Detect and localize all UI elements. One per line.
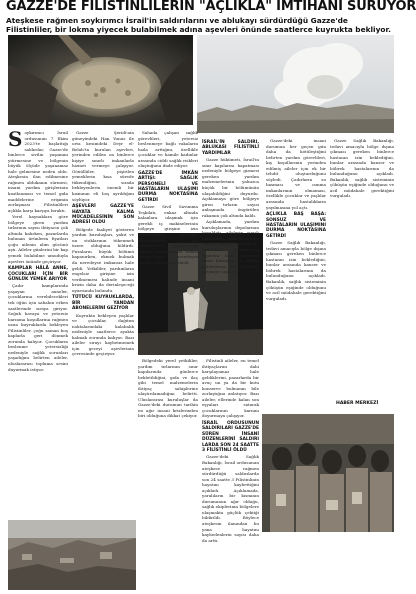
article-paragraph: Gazze'deki insani durumun her geçen gün daha da kötüleştiğini belirten yardım görevlileri, kış koşullarının yerinden edilmiş aileler için ek bir tehdit oluşturduğunu söyledi. Çadırların su basması ve ısınma imkanlarının olmaması, özellikle çocuklar ve yaşlılar arasında hastalıkların yayılmasına yol açtı. bbox=[266, 138, 326, 210]
article-subheading: AŞEVLERİ GAZZE'YE HAYATA KALMA MÜCADELESİNİN SON ADRESİ OLDU bbox=[72, 204, 134, 226]
article-column-7 bbox=[266, 138, 326, 410]
byline: HABER MERKEZİ bbox=[336, 401, 379, 406]
article-paragraph: Kuyrukta bekleyen yaşlılar ve çocuklar, dağıtım noktalarındaki kalabalık nedeniyle saatlerce ayakta kalmak zorunda kalıyor. Bazı aileler sırayı kaybetmemek için geceyi aşevlerinin çevresinde geçiriyor. bbox=[72, 312, 134, 357]
drop-cap: S bbox=[8, 127, 23, 151]
article-paragraph: Filistinli aileler, en temel ihtiyaçlarını dahi karşılayamaz hale geldiklerini, pazarlarda bir avuç un ya da bir kutu konserve bulmanın bile zorlaştığını anlatıyor. Bazı aileler, ellerinde kalan son eşyaları satarak çocuklarının karnını doyurmaya çalışıyor. bbox=[202, 358, 259, 419]
article-paragraph: Gazze'deki Sağlık Bakanlığı, İsrail ordusunun ateşkese rağmen sürdürdüğü saldırılarda son 24 saatte 3 Filistinlinin hayatını kaybettiğini açıkladı. Açıklamada, yaralıların bir kısmının durumunun ağır olduğu, sağlık ekiplerinin bölgelere ulaşmakta güçlük çektiği bildirildi. Böylece ateşkesin ilanından bu yana hayatını kaybedenlerin sayısı daha da arttı. bbox=[202, 454, 259, 543]
article-column-2 bbox=[72, 130, 134, 518]
article-subheading: İSRAİL ORDUSUNUN SALDIRILARI GAZZE'DE SÜREN İNSANİ DÜZENLERİNİ SALDIRI LARDA SON 24 SAATTE 3 FİLİSTİNLİ ÖLDÜ bbox=[202, 421, 259, 454]
rubble-photo bbox=[8, 520, 136, 590]
article-paragraph: Soykırımcı İsrail ordusunun 7 Ekim 2023'te başlattığı saldırılar, Gazze'de binlerce sivilin yaşamını yitirmesine ve bölgenin büyük ölçüde yaşanamaz hale gelmesine neden oldu. Ateşkesin ilan edilmesine rağmen ablukanın sürmesi, insani yardım girişlerinin kısıtlanması ve temel gıda maddelerine erişimin zorlaşması Filistinlileri açlıkla karşı karşıya bıraktı. bbox=[8, 127, 68, 213]
bombardment-smoke-photo bbox=[197, 35, 394, 133]
article-paragraph: Gazze hükümeti, İsrail'in sınır kapılarını kapatması nedeniyle bölgeye girmesi gereken yardım malzemelerinin yalnızca küçük bir bölümünün ulaşabildiğini duyurdu. Açıklamaya göre bölgeye giren tırların sayısı anlaşmada öngörülen rakamın çok altında kaldı. bbox=[202, 157, 259, 218]
article-column-5 bbox=[202, 358, 259, 590]
food-distribution-photo bbox=[8, 35, 193, 125]
article-paragraph: Çadır kamplarında yaşayan anneler, çocuklarına verebilecekleri tek öğün için sabahın erken saatlerinde sıraya giriyor. Soğuk havaya ve yetersiz barınma koşullarına rağmen uzun kuyruklarda bekleyen Filistinliler, çoğu zaman boş kaplarla geri dönmek zorunda kalıyor. Çocukların beslenme yetersizliği nedeniyle sağlık sorunları yaşadığını belirten aileler, uluslararası topluma sesini duyurmak istiyor. bbox=[8, 283, 68, 372]
article-paragraph: Açıklamada, yardım kuruluşlarının depolarının boşaldığı, ailelerin sınırlı miktardaki gıda kolilerine muhtaç kaldığı vurgulandı. Yetkililer, uluslararası toplumu İsrail üzerinde baskı kurmaya ve abluka kaldırılması için harekete geçmeye çağırdı. bbox=[202, 219, 259, 275]
page-headline: GAZZE'DE FİLİSTİNLİLERİN "AÇLIKLA" İMTİHANI SÜRÜYOR bbox=[6, 0, 416, 14]
article-column-4 bbox=[138, 358, 198, 590]
article-paragraph: Sahada çalışan sağlık görevlileri, yetersiz beslenmeye bağlı vakaların hızla arttığını, özellikle çocuklar ve hamile kadınlar arasında ciddi sağlık riskleri oluştuğunu ifade ediyor. bbox=[138, 130, 198, 169]
article-column-3 bbox=[138, 130, 198, 265]
article-paragraph: Gazze Sağlık Bakanlığı, tedavi amacıyla bölge dışına çıkması gereken binlerce hastanın izin beklediğini, bunlar arasında kanser ve böbrek hastalarının da bulunduğunu açıkladı. Bakanlık, sağlık sisteminin çöküşün eşiğinde olduğunu ve acil müdahale gerektiğini vurguladı. bbox=[266, 240, 326, 301]
article-paragraph: Gazze Sivil Savunma Teşkilatı, enkaz altında kalanlara ulaşmak için gerekli iş makinelerinin bölgeye girişine izin verilmediğini açıkladı. Hastanelerde ise jeneratörleri çalıştıracak yakıtın bulunmaması, tedavi hizmetlerini neredeyse durma noktasına getirdi. bbox=[138, 204, 198, 265]
article-subheading: AÇLIKLA BAŞ BAŞA: SONSUZ VE HASTALARIN ULAŞIMINI DURMA NOKTASINA GETİRDİ bbox=[266, 212, 326, 239]
article-column-6 bbox=[202, 138, 259, 275]
article-paragraph: Bölgede faaliyet gösteren yardım kuruluşları, yakıt ve un stoklarının tükenmek üzere olduğunu bildirdi. Fırınların büyük bölümü kapanırken, ekmek bulmak da neredeyse imkansız hale geldi. Yetkililer, yardımların engelsiz girişine izin verilmemesi halinde insani krizin daha da derinleşeceği uyarısında bulundu. bbox=[72, 226, 134, 293]
article-column-1 bbox=[8, 127, 68, 518]
article-subheading: GAZZE'DE İMKÂN ARTIŞI: SAĞLIK PERSONELİ VE HASTALARIN ULAŞIMI DURMA NOKTASINA GETİRDİ bbox=[138, 170, 198, 203]
article-paragraph: Bölgedeki yerel yetkililer, yardım tırlarının sınır kapılarında günlerce bekletildiğini, gıda ve ilaç gibi temel malzemelerin ihtiyaç sahiplerine ulaştırılamadığını belirtti. Uluslararası kuruluşlar da Gazze'deki durumun tarihin en ağır insani krizlerinden biri olduğuna dikkat çekiyor. bbox=[138, 358, 198, 419]
article-subheading: İSRAİL'İN SALDIRI, ABLUKASI FİLİSTİNLİ YARDIMLAR bbox=[202, 140, 259, 156]
crowd-photo bbox=[262, 414, 394, 532]
article-paragraph: Gazze Sağlık Bakanlığı, tedavi amacıyla bölge dışına çıkması gereken binlerce hastanın izin beklediğini, bunlar arasında kanser ve böbrek hastalarının da bulunduğunu açıkladı. Bakanlık, sağlık sisteminin çöküşün eşiğinde olduğunu ve acil müdahale gerektiğini vurguladı. bbox=[330, 138, 394, 199]
article-subheading: KAMPLAR HÂLÂ ANNE, ÇOCUKLARI İÇİN BİR GÜNLÜK YEMEK ARIYOR bbox=[8, 266, 68, 282]
article-paragraph: Yerel kaynaklara göre bölgeye giren yardım tırlarının sayısı ihtiyacın çok altında kalırken, pazarlarda bulunan ürünlerin fiyatları çoğu ailenin alım gücünü aştı. Aileler günlerini bir kap yemek bulabilme umuduyla aşevleri önünde geçiriyor. bbox=[8, 214, 68, 264]
page-subhead: Ateşkese rağmen soykırımcı İsrail'in saldırılarını ve ablukayı sürdürdüğü Gazze'de Filistinliler, bir lokma yiyecek bulabilmek adına aşevleri önünde saatlerce kuyrukta bekliyor. bbox=[6, 16, 391, 34]
article-column-8 bbox=[330, 138, 394, 398]
article-subheading: TÜTÜCÜ KUYRUKLARDA, BİR YANDAN ABONELERİNİ GEZİYOR bbox=[72, 295, 134, 312]
article-paragraph: Gazze Şeridi'nin güneyindeki Han Yunus ile orta kesimdeki Deyr el-Belah'ta kurulan aşevleri, yerinden edilen on binlerce kişiye sınırlı imkanlarla hizmet vermeye çalışıyor. Gönüllüler, pişirilen yemeklerin kısa sürede tükendiğini, sırada bekleyenlerin önemli bir kısmının eli boş ayrıldığını söylüyor. bbox=[72, 130, 134, 202]
